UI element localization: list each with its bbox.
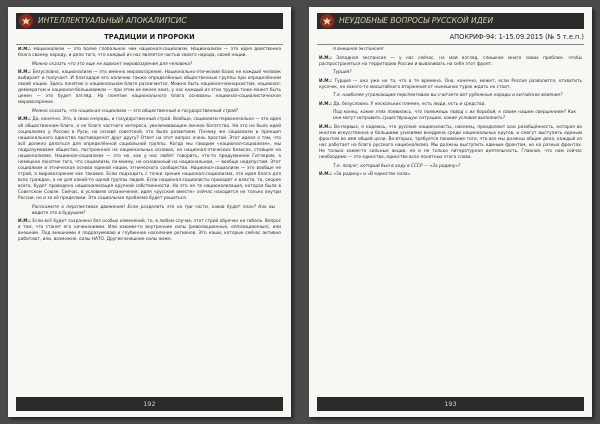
interview-question	[319, 47, 582, 53]
paragraph-text: Да, безусловно. У нескольких племен, есть люди, есть и средства.	[333, 101, 486, 107]
interview-question	[18, 205, 281, 217]
paragraph-text: Национализм — это более глобальное чем национал-социализм. Национализм — это идея действенна блага своему народу, и дело того, что каждый из нас является частью своего народа, своей нации.	[18, 47, 281, 59]
paragraph-text: Безусловно, национализм — это именно мировоззрение. Национально-этический базис не каждый человек выбирает и получает. И благодаря его наличию также определённые общественные группы при определённом своей нации. Здесь понятие о национальном благе различается. Можно быть национал-монархистом, национал-демократом и национал-большевиком — при этом не менее вниз, у нас каждый из этих трудов тоже может быть ценен — это будет взгляд. На понятие национального блага основаны национал-социалистическое мировоззрение.	[18, 70, 281, 106]
interview-answer	[18, 117, 281, 202]
paragraph-text: Т.е. лозунг, который был в ходу в СССР — «За родину»?	[333, 163, 461, 169]
interview-answer	[18, 219, 281, 243]
left-divider	[16, 44, 283, 45]
interview-answer	[319, 79, 582, 91]
eagle-emblem-icon	[320, 14, 334, 28]
paragraph-text: «За родину» и «В единстве сила».	[333, 172, 412, 178]
paragraph-text: Можно сказать что это еще не вариант мировоззрения для человека?	[32, 61, 193, 67]
paragraph-text: Турция?	[333, 70, 352, 76]
interview-question	[319, 164, 582, 170]
interview-answer	[319, 125, 582, 161]
eagle-emblem-icon	[19, 14, 33, 28]
right-page	[309, 7, 592, 417]
paragraph-text: Да, конечно. Это, в свою очередь, и государственный строй. Вообще, социализм первоначально — это идея об общественном благе, а не благе частного интереса, увеличивающем личное богатство. На это не было идей социализма у России в Руси, на основе советской, это было развитием. Почему же социализм и принцип национального единства противоречат друг другу? Ответ на этот вопрос очень простой. Этот идеал о том, что всё должно делаться для определённой социальной группы. Когда мы говорим «национал-социализм», мы подразумеваем общество, построенное на национальных основах, на национал-этических базисах, стоящее на национализме. Национал-социализм — это не, как у нас любят говорить, что-то придуманное Гитлером, а немецкое понятие того, что социализм, по-моему, не основанный на национальном, — вообще недопустим. Этот социализм и этническая основа единой нации, этнического сообщества. Национал-социализм — это вообще не строй, а мировоззрение как таковое. Если подходить с точки зрения национал-социализма, это идея блага для всех граждан, а не для какой-то одной группы людей. Если национал-социалисты приходят к власти, то, скорее всего, будет проведена национализация крупной собственности. Но это не та национализация, которая была в Советском Союзе. Сейчас, в условиях ограничения, идея «русские вместе» сейчас находится не только внутри России, но и за её пределами. Эта социальная проблема будет решаться.	[18, 117, 281, 202]
speaker-label: И.М.:	[319, 78, 335, 84]
interview-answer	[18, 47, 281, 59]
interview-question	[319, 110, 582, 122]
right-footer-bar	[317, 397, 584, 411]
right-divider	[317, 44, 584, 45]
speaker-label: И.М.:	[319, 101, 334, 107]
interview-question	[319, 70, 582, 76]
paragraph-text: Западная экспансия — у нас сейчас, на мой взгляд, слишком много своих проблем, чтобы распространяться на территорию России и вываливать на себя этот фронт.	[319, 55, 582, 67]
paragraph-text: Во-первых, я надеюсь, что русские националисты, наконец, преодолеют всю разобщённость, которая во многом искусственна и большими усилиями внедрена среди национальных кругов, и смогут выступить единым фронтом во имя общей цели. Во-вторых, требуется понимание того, что все мы должны общие дела, каждый из нас работает на благо русского национализма. Мы должны выступить единым фронтом, но на разных фронтах. Не только какие-то сильные акции, но и не только литературная деятельность. Главное, что нам сейчас необходимо — это единство, единство всех понятных этого слова.	[319, 124, 582, 161]
left-header-bar	[16, 13, 283, 29]
interview-question	[18, 109, 281, 115]
paragraph-text: Под конец, какие этих появились, что поможешь повод с их борьбой, к своим нашим свершениям? Как они могут исправить существующую ситуацию, какие условия выполнить?	[333, 110, 576, 122]
paragraph-text: А внешняя экспансия?	[333, 47, 385, 52]
right-page-number: 193	[444, 400, 457, 408]
speaker-label: И.М.:	[319, 172, 334, 178]
right-running-header: НЕУДОБНЫЕ ВОПРОСЫ РУССКОЙ ИДЕИ	[339, 16, 494, 25]
interview-question	[18, 62, 281, 68]
speaker-label: И.М.:	[18, 219, 33, 225]
speaker-label: И.М.:	[18, 117, 33, 123]
speaker-label: И.М.:	[18, 47, 34, 52]
interview-answer	[18, 70, 281, 106]
interview-question	[319, 93, 582, 99]
right-issue-title: АПОКРИФ-94: 1-15.09.2015 (№ 5 т.е.п.)	[449, 33, 584, 41]
paragraph-text: Расскажите о перспективах движения! Если разделить это на три части, каков будет план? Как вы видите это в будущем?	[32, 204, 275, 216]
interview-answer	[319, 102, 582, 108]
paragraph-text: Если всё будет сохранено без особых изменений, то, в любом случае, этот строй обречен на гибель. Вопрос в том, что станет его начинаниями. Или какими-то внутренние силы (революционные, оппозиционные), или внешние. Под внешними я подразумеваю и глубинное население регионов. Это наши, которые сейчас активно работают, или, возможно, силы НАТО. Другие внешние силы ниже.	[18, 219, 281, 243]
left-page-number: 192	[143, 400, 156, 408]
left-page	[8, 7, 291, 417]
interview-answer	[319, 56, 582, 68]
left-running-header: ИНТЕЛЛЕКТУАЛЬНЫЙ АПОКАЛИПСИС	[38, 16, 187, 25]
right-header-bar	[317, 13, 584, 29]
left-section-title: ТРАДИЦИИ И ПРОРОКИ	[104, 33, 195, 41]
paragraph-text: Т.е. наиболее угрожающим перспективам вы считаете вот рубежные народы и китайское влияние?	[333, 93, 563, 99]
right-body-text	[319, 47, 582, 389]
paragraph-text: Турция — она уже не та, что в те времена. Она, конечно, может, если Россия развалится, отхватить кусочек, но какого-то масштабного вторжения от нынешних турок ждать не стоит.	[319, 78, 582, 90]
speaker-label: И.М.:	[18, 70, 33, 76]
paragraph-text: Можно сказать, что национал-социализм — это общественный и государственный строй?	[32, 108, 239, 114]
interview-answer	[319, 172, 582, 178]
left-body-text	[18, 47, 281, 389]
speaker-label: И.М.:	[319, 124, 335, 130]
speaker-label: И.М.:	[319, 55, 337, 61]
left-footer-bar	[16, 397, 283, 411]
